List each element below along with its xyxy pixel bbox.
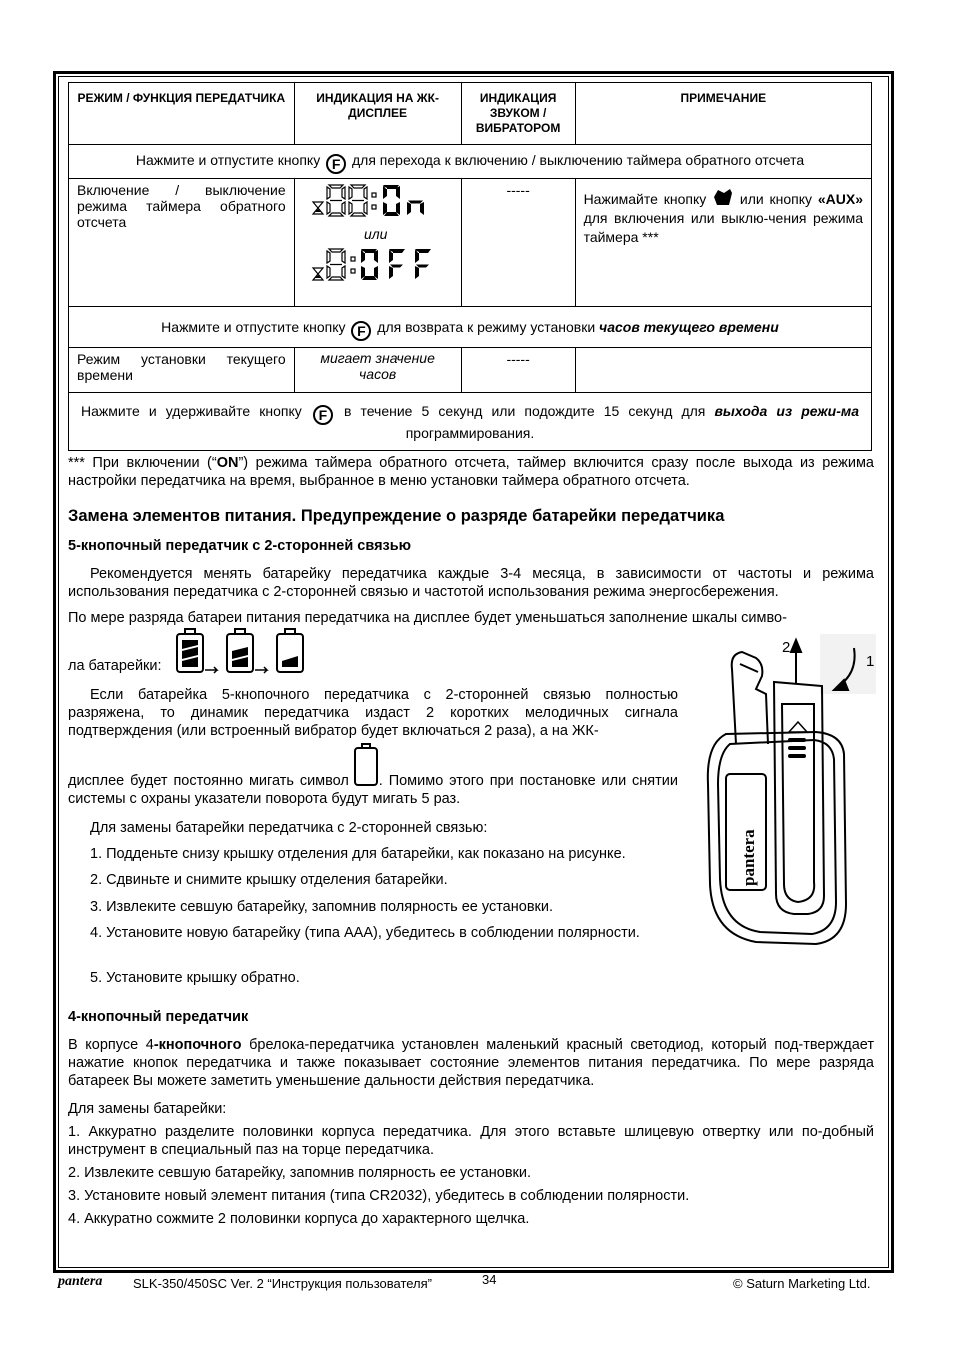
paragraph-discharge: По мере разряда батареи питания передатчика на дисплее будет уменьшаться заполнение шкалы симво- xyxy=(68,610,787,626)
subsection-5button-title: 5-кнопочный передатчик с 2-сторонней связью xyxy=(68,538,412,554)
list-item: 2. Сдвиньте и снимите крышку отделения батарейки. xyxy=(90,872,448,888)
hourglass-icon xyxy=(313,202,323,214)
header-lcd: ИНДИКАЦИЯ НА ЖК-ДИСПЛЕЕ xyxy=(294,83,461,145)
row-clock-mode: Режим установки текущего времени xyxy=(69,348,295,393)
paragraph-replace-intro: Для замены батарейки передатчика с 2-сторонней связью: xyxy=(90,820,488,836)
footer-doc-title: SLK-350/450SC Ver. 2 “Инструкция пользователя” xyxy=(133,1276,433,1291)
footer-logo: pantera xyxy=(58,1274,103,1289)
paragraph-4button-led: В корпусе 4-кнопочного брелока-передатчика установлен маленький красный светодиод, который под-тверждает нажатие кнопок передатчика и также показывает состояние элементов питания передатчика. По мере разряда батареек Вы можете заметить уменьшение дальности действия передатчика. xyxy=(68,1037,874,1089)
section-title: Замена элементов питания. Предупреждение о разряде батарейки передатчика xyxy=(68,507,725,525)
lcd-on-off-icon xyxy=(299,181,457,299)
list-item: 3. Установите новый элемент питания (типа CR2032), убедитесь в соблюдении полярности. xyxy=(68,1188,690,1204)
f-button-icon: F xyxy=(351,321,371,341)
row-press-f-timer: Нажмите и отпустите кнопку F для перехода к включению / выключению таймера обратного отсчета xyxy=(69,145,872,179)
timer-note-cell: Нажимайте кнопку или кнопку «AUX» для включения или выклю-чения режима таймера *** xyxy=(575,179,871,307)
paragraph-empty-battery: Если батарейка 5-кнопочного передатчика с 2-сторонней связью полностью разряжена, то динамик передатчика издаст 2 коротких мелодичных сигнала подтверждения (или встроенный вибратор будет включаться 2 раза), а на ЖК- xyxy=(68,687,678,739)
subsection-4button-title: 4-кнопочный передатчик xyxy=(68,1009,249,1025)
footnote: *** При включении (“ON”) режима таймера обратного отсчета, таймер включится сразу после выхода из режима настройки передатчика на время, выбранное в меню установки таймера обратного отсчета. xyxy=(68,455,875,489)
list-item: 1. Аккуратно разделите половинки корпуса передатчика. Для этого вставьте шлицевую отвертку или по-добный инструмент в специальный паз на торце передатчика. xyxy=(68,1124,874,1158)
paragraph-empty-symbol: дисплее будет постоянно мигать символ . Помимо этого при постановке или снятии системы с охраны указатели поворота будут мигать 5 раз. xyxy=(68,772,678,808)
header-mode: РЕЖИМ / ФУНКЦИЯ ПЕРЕДАТЧИКА xyxy=(69,83,295,145)
list-item: 4. Установите новую батарейку (типа AAA), убедитесь в соблюдении полярности. xyxy=(90,925,640,941)
header-sound: ИНДИКАЦИЯ ЗВУКОМ / ВИБРАТОРОМ xyxy=(461,83,575,145)
trunk-car-icon xyxy=(712,187,734,207)
clock-lcd-cell: мигает значение часов xyxy=(294,348,461,393)
list-item: 1. Подденьте снизу крышку отделения для батарейки, как показано на рисунке. xyxy=(90,846,626,862)
mode-table xyxy=(68,82,872,451)
svg-text:или: или xyxy=(363,226,388,242)
row-press-f-return: Нажмите и отпустите кнопку F для возврата к режиму установки часов текущего времени xyxy=(69,307,872,348)
f-button-icon: F xyxy=(326,154,346,174)
paragraph-4button-replace: Для замены батарейки: xyxy=(68,1101,227,1117)
clock-sound-cell: ----- xyxy=(461,348,575,393)
timer-sound-cell: ----- xyxy=(461,179,575,307)
list-item: 2. Извлеките севшую батарейку, запомнив полярность ее установки. xyxy=(68,1165,531,1181)
header-note: ПРИМЕЧАНИЕ xyxy=(575,83,871,145)
list-item: 4. Аккуратно сожмите 2 половинки корпуса до характерного щелчка. xyxy=(68,1211,530,1227)
figure-label-2: 2 xyxy=(782,639,791,656)
paragraph-recommend: Рекомендуется менять батарейку передатчика каждые 3-4 месяца, в зависимости от частоты и режима использования передатчика с 2-сторонней связью и частотой использования режима энергосбережения. xyxy=(68,566,874,600)
figure-brand-logo: pantera xyxy=(739,829,758,886)
list-item: 5. Установите крышку обратно. xyxy=(90,970,300,986)
row-hold-f-exit: Нажмите и удерживайте кнопку F в течение 5 секунд или подождите 15 секунд для выхода из режи-ма программирования. xyxy=(69,393,872,451)
clock-note-cell xyxy=(575,348,871,393)
footer-copyright: © Saturn Marketing Ltd. xyxy=(733,1276,871,1291)
page-number: 34 xyxy=(482,1272,497,1287)
list-item: 3. Извлеките севшую батарейку, запомнив полярность ее установки. xyxy=(90,899,553,915)
figure-label-1: 1 xyxy=(866,653,875,670)
battery-levels: ла батарейки: xyxy=(68,628,308,676)
transmitter-illustration xyxy=(696,634,880,954)
battery-icon-sequence xyxy=(174,628,314,676)
empty-battery-icon xyxy=(353,743,379,787)
row-timer-mode: Включение / выключение режима таймера обратного отсчета xyxy=(69,179,295,307)
lcd-timer-cell xyxy=(294,179,461,307)
f-button-icon: F xyxy=(313,405,333,425)
